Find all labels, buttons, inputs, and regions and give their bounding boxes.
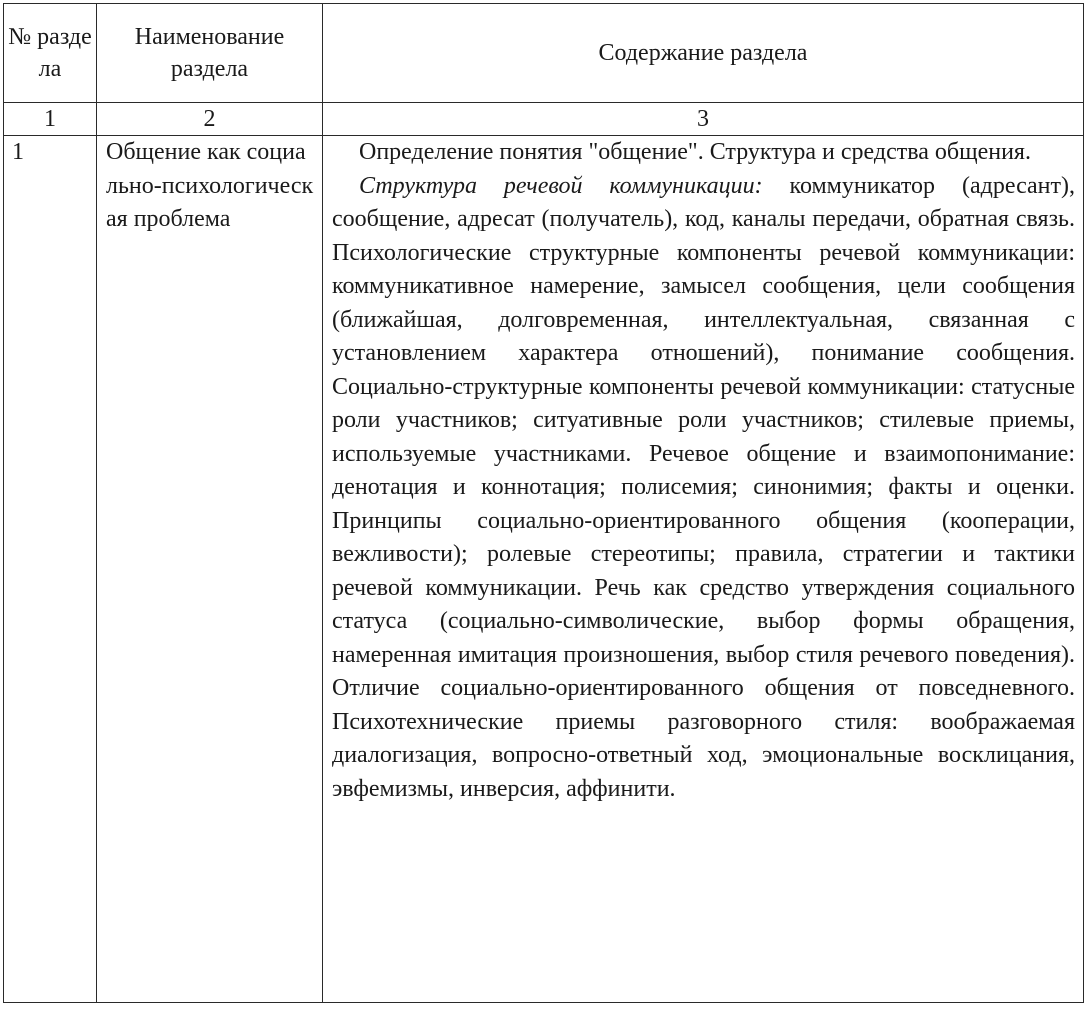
content-paragraph-1: Определение понятия "общение". Структура и средства общения. (359, 139, 1031, 165)
curriculum-table (3, 3, 1084, 1003)
header-section-number (4, 4, 97, 103)
header-row (4, 4, 1084, 103)
content-italic-heading: Структура речевой коммуникации: (359, 172, 763, 199)
row-section-content (323, 136, 1084, 1003)
header-section-name-text: Наименование раздела (134, 24, 285, 82)
header-section-name (97, 4, 323, 103)
column-number-1: 1 (4, 103, 97, 136)
content-paragraph-2 (332, 170, 1075, 807)
column-number-row (4, 103, 1084, 136)
header-section-number-text: № раздела (8, 24, 92, 82)
header-section-content-text: Содержание раздела (598, 40, 808, 66)
row-section-name-text: Общение как социально-психологическая проблема (106, 139, 314, 232)
table-row (4, 136, 1084, 1003)
content-paragraph-2-text: коммуникатор (адресант), сообщение, адресат (получатель), код, каналы передачи, обратная связь. Психологические структурные компоненты речевой коммуникации: коммуникативное намерение, замысел сообщения, цели сообщения (ближайшая, долговременная, интеллектуальная, связанная с установлением характера отношений), понимание сообщения. Социально-структурные компоненты речевой коммуникации: статусные роли участников; ситуативные роли участников; стилевые приемы, используемые участниками. Речевое общение и взаимопонимание: денотация и коннотация; полисемия; синонимия; факты и оценки. Принципы социально-ориентированного общения (кооперации, вежливости); ролевые стереотипы; правила, стратегии и тактики речевой коммуникации. Речь как средство утверждения социального статуса (социально-символические, выбор формы обращения, намеренная имитация произношения, выбор стиля речевого поведения). Отличие социально-ориентированного общения от повседневного. Психотехнические приемы разговорного стиля: воображаемая диалогизация, вопросно-ответный ход, эмоциональные восклицания, эвфемизмы, инверсия, аффинити. (332, 172, 1076, 802)
row-section-number: 1 (4, 136, 97, 1003)
header-section-content (323, 4, 1084, 103)
column-number-3: 3 (323, 103, 1084, 136)
column-number-2: 2 (97, 103, 323, 136)
row-section-name (97, 136, 323, 1003)
